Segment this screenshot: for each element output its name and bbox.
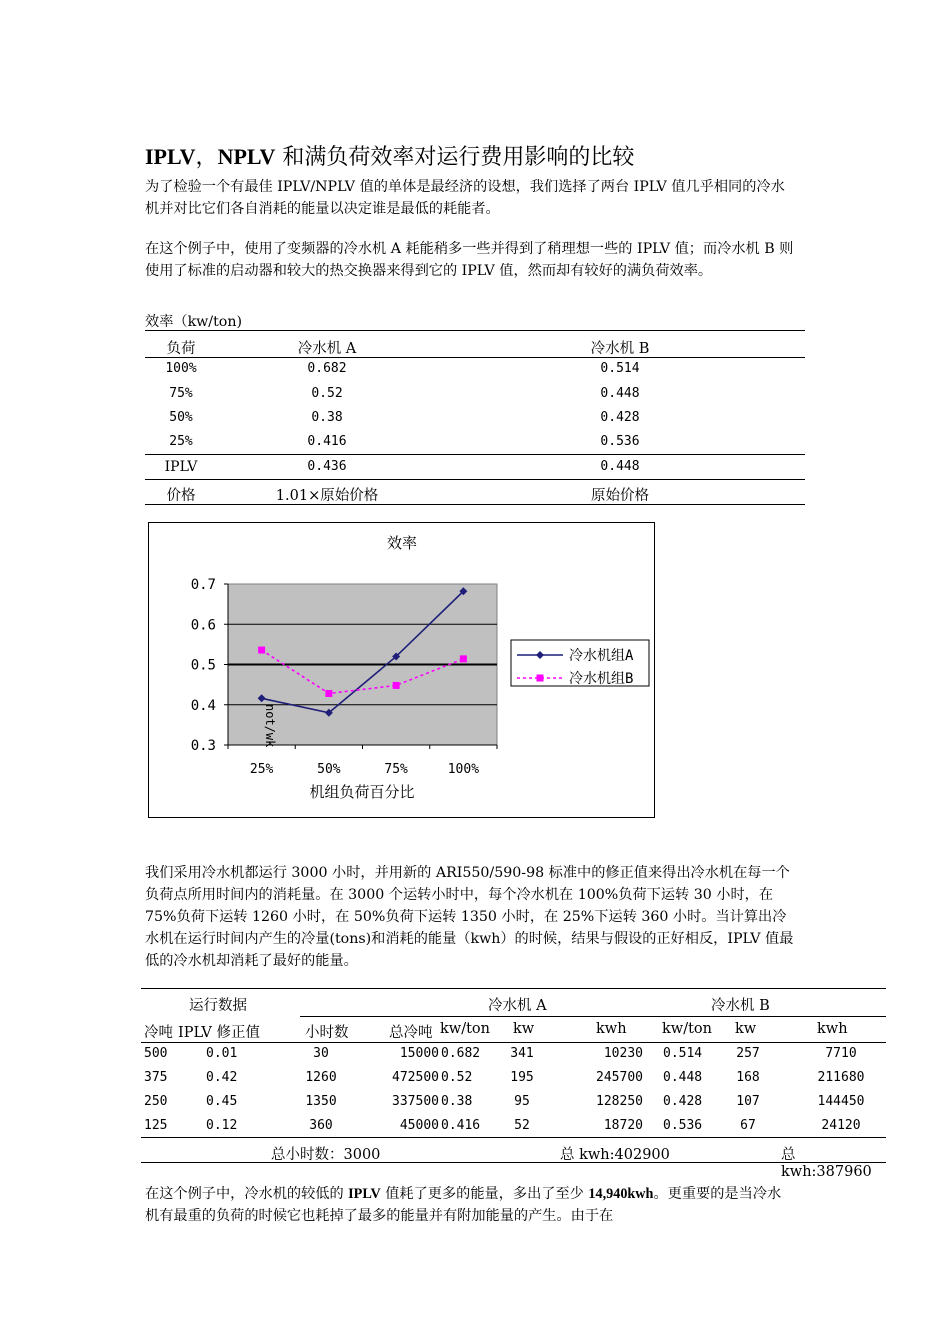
table-cell: 0.42 (206, 1070, 238, 1085)
table-cell: 0.01 (206, 1046, 238, 1061)
y-tick-label: 0.5 (190, 657, 216, 674)
data-point (325, 690, 332, 697)
page-title: IPLV，NPLV 和满负荷效率对运行费用影响的比较 (145, 144, 635, 170)
table-cell: 45000 (399, 1118, 439, 1133)
table-cell: 67 (740, 1118, 756, 1133)
table-cell: 0.536 (663, 1118, 703, 1133)
table-cell: 125 (144, 1118, 168, 1133)
x-tick-label: 75% (384, 762, 408, 777)
legend-label: 冷水机组A (569, 648, 634, 664)
table-cell: 18720 (603, 1118, 643, 1133)
table-cell: 24120 (821, 1118, 861, 1133)
total-kwh-b: 总 kwh:387960 (781, 1147, 872, 1180)
total-kwh-a: 总 kwh:402900 (560, 1147, 670, 1163)
table-cell: 245700 (596, 1070, 643, 1085)
table-cell: 0.52 (441, 1070, 473, 1085)
table-cell: 0.514 (663, 1046, 703, 1061)
table-cell: 500 (144, 1046, 168, 1061)
table-cell: 472500 (392, 1070, 439, 1085)
table-row (141, 1070, 886, 1090)
legend-marker (537, 675, 544, 682)
efficiency-caption: 效率（kw/ton) (145, 314, 242, 330)
y-axis-label: not/wk (263, 704, 277, 748)
table-cell: 30 (313, 1046, 329, 1061)
data-point (393, 682, 400, 689)
table-cell: 1260 (305, 1070, 337, 1085)
table-cell: 360 (309, 1118, 333, 1133)
table-row (141, 1046, 886, 1066)
x-axis-label: 机组负荷百分比 (309, 783, 415, 801)
table-cell: 107 (736, 1094, 760, 1109)
table-cell: 195 (510, 1070, 534, 1085)
table-cell: 52 (514, 1118, 530, 1133)
table-cell: 211680 (817, 1070, 865, 1085)
table-cell: 0.682 (441, 1046, 481, 1061)
legend-label: 冷水机组B (569, 671, 634, 687)
table-cell: 15000 (399, 1046, 439, 1061)
table-cell: 1350 (305, 1094, 337, 1109)
chart-title: 效率 (386, 534, 418, 552)
table-cell: 0.12 (206, 1118, 238, 1133)
method-paragraph: 我们采用冷水机都运行 3000 小时，并用新的 ARI550/590-98 标准中的修正值来得出冷水机在每一个负荷点所用时间内的消耗量。在 3000 个运转小时中，每个冷水机在 100%负荷下运转 30 小时，在 75%负荷下运转 1260 小时，在 50%负荷下运转 1350 小时，在 25%下运转 360 小时。当计算出冷水机在运行时间内产生的冷量(tons)和消耗的能量（kwh）的时候，结果与假设的正好相反，IPLV 值最低的冷水机却消耗了最好的能量。 (145, 865, 794, 969)
table-cell: 0.38 (441, 1094, 473, 1109)
table-row (141, 1118, 886, 1138)
table-cell: 168 (736, 1070, 760, 1085)
y-tick-label: 0.6 (190, 617, 216, 634)
table-cell: 95 (514, 1094, 530, 1109)
example-paragraph: 在这个例子中，使用了变频器的冷水机 A 耗能稍多一些并得到了稍理想一些的 IPLV 值；而冷水机 B 则使用了标准的启动器和较大的热交换器来得到它的 IPLV 值，然而却有较好的满负荷效率。 (145, 241, 794, 279)
table-cell: 144450 (817, 1094, 865, 1109)
data-point (258, 647, 265, 654)
eff-header-load: 负荷 (166, 341, 196, 357)
y-tick-label: 0.4 (190, 697, 216, 714)
table-cell: 10230 (603, 1046, 643, 1061)
x-tick-label: 25% (249, 762, 274, 777)
intro-paragraph: 为了检验一个有最佳 IPLV/NPLV 值的单体是最经济的设想，我们选择了两台 IPLV 值几乎相同的冷水机并对比它们各自消耗的能量以决定谁是最低的耗能者。 (145, 179, 785, 217)
efficiency-chart (148, 522, 655, 818)
table-cell: 337500 (392, 1094, 439, 1109)
data-point (460, 655, 467, 662)
x-tick-label: 100% (447, 762, 480, 777)
eff-header-b: 冷水机 B (590, 341, 650, 357)
table-cell: 250 (144, 1094, 168, 1109)
y-tick-label: 0.3 (190, 738, 216, 754)
conclusion-paragraph: 在这个例子中，冷水机的较低的 IPLV 值耗了更多的能量，多出了至少 14,940kwh。更重要的是当冷水机有最重的负荷的时候它也耗掉了最多的能量并有附加能量的产生。由于在 (145, 1186, 782, 1224)
table-cell: 0.416 (441, 1118, 481, 1133)
table-cell: 128250 (596, 1094, 643, 1109)
total-hours: 总小时数：3000 (271, 1147, 381, 1163)
y-tick-label: 0.7 (190, 577, 216, 593)
chart-legend (511, 640, 649, 687)
table-cell: 0.448 (663, 1070, 703, 1085)
eff-header-a: 冷水机 A (297, 341, 357, 357)
table-cell: 341 (510, 1046, 534, 1061)
x-tick-label: 50% (317, 762, 341, 777)
table-cell: 257 (736, 1046, 760, 1061)
table-cell: 7710 (825, 1046, 857, 1061)
table-cell: 375 (144, 1070, 168, 1085)
table-cell: 0.45 (206, 1094, 238, 1109)
table-cell: 0.428 (663, 1094, 703, 1109)
table-row (141, 1094, 886, 1114)
